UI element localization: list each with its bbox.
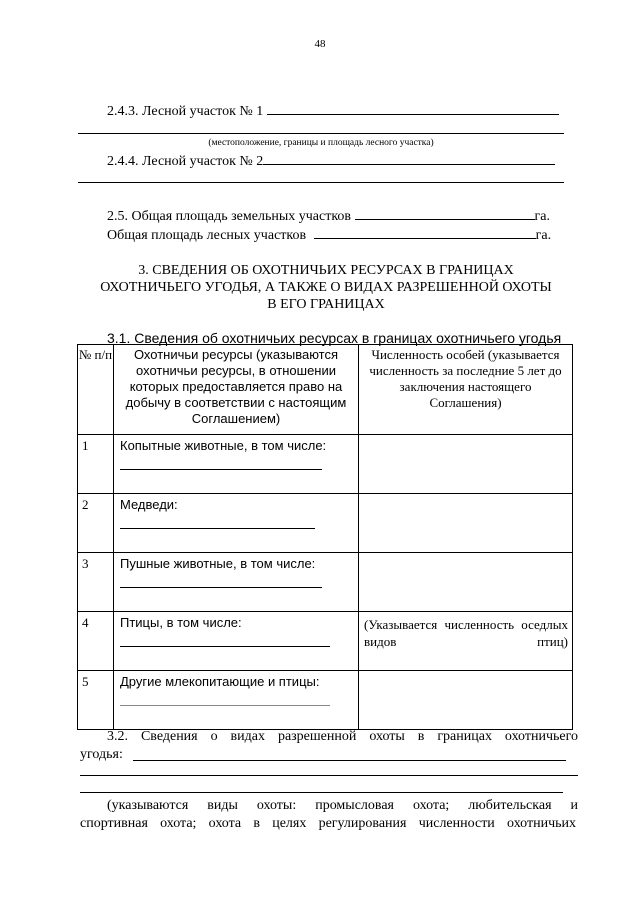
section-3-2-note-line-2: спортивная охота; охота в целях регулирования численности охотничьих bbox=[80, 816, 576, 831]
header-resources: Охотничьи ресурсы (указываются охотничьи ресурсы, в отношении которых предоставляется право на добычу в соответствии с настоящим Соглашением) bbox=[114, 345, 359, 435]
row-count-cell[interactable] bbox=[359, 435, 573, 494]
row-resource-label: Птицы, в том числе: bbox=[120, 615, 242, 630]
row-resource-blank[interactable] bbox=[120, 528, 315, 529]
section-3-title-line-3: В ЕГО ГРАНИЦАХ bbox=[267, 297, 385, 312]
table-row bbox=[78, 435, 573, 494]
section-3-2-line-1: 3.2. Сведения о видах разрешенной охоты в границах охотничьего bbox=[107, 729, 578, 744]
header-count: Численность особей (указывается численность за последние 5 лет до заключения настоящего Соглашения) bbox=[359, 345, 573, 435]
row-count-cell[interactable] bbox=[359, 553, 573, 612]
table-row bbox=[78, 494, 573, 553]
section-3-2-label: угодья: bbox=[80, 747, 123, 762]
forest-area-label: Общая площадь лесных участков bbox=[107, 228, 307, 243]
row-number: 5 bbox=[78, 671, 114, 730]
forest-plot-2-blank[interactable] bbox=[263, 151, 555, 165]
forest-plot-2-blank-line[interactable] bbox=[78, 182, 564, 183]
row-resource bbox=[114, 612, 359, 671]
forest-plot-2-row bbox=[107, 151, 555, 170]
row-count-cell[interactable] bbox=[359, 494, 573, 553]
row-number: 3 bbox=[78, 553, 114, 612]
land-area-label: 2.5. Общая площадь земельных участков bbox=[107, 209, 352, 224]
row-number: 2 bbox=[78, 494, 114, 553]
row-resource-label: Копытные животные, в том числе: bbox=[120, 438, 327, 453]
row-count-cell[interactable] bbox=[359, 671, 573, 730]
land-area-row bbox=[107, 206, 550, 225]
row-resource-label: Медведи: bbox=[120, 497, 178, 512]
table-3-1-caption: 3.1. Сведения об охотничьих ресурсах в границах охотничьего угодья bbox=[107, 330, 562, 346]
forest-plot-1-blank[interactable] bbox=[267, 101, 559, 115]
section-3-title-line-2: ОХОТНИЧЬЕГО УГОДЬЯ, А ТАКЖЕ О ВИДАХ РАЗРЕШЕННОЙ ОХОТЫ bbox=[100, 280, 552, 295]
header-number: № п/п bbox=[78, 345, 114, 435]
table-row bbox=[78, 671, 573, 730]
hunting-resources-table bbox=[77, 344, 573, 730]
row-count-note: (Указывается численность оседлых видов птиц) bbox=[364, 617, 568, 649]
row-resource bbox=[114, 671, 359, 730]
row-number: 4 bbox=[78, 612, 114, 671]
row-resource-blank[interactable] bbox=[120, 705, 330, 706]
row-resource bbox=[114, 553, 359, 612]
section-3-2-note-line-1: (указываются виды охоты: промысловая охота; любительская и bbox=[107, 798, 578, 813]
row-number: 1 bbox=[78, 435, 114, 494]
forest-plot-1-label: 2.4.3. Лесной участок № 1 bbox=[107, 104, 264, 119]
row-resource-blank[interactable] bbox=[120, 646, 330, 647]
section-3-heading bbox=[70, 262, 582, 313]
section-3-title-line-1: 3. СВЕДЕНИЯ ОБ ОХОТНИЧЬИХ РЕСУРСАХ В ГРАНИЦАХ bbox=[138, 263, 514, 278]
forest-area-row bbox=[107, 225, 551, 244]
row-resource-label: Пушные животные, в том числе: bbox=[120, 556, 316, 571]
forest-area-blank[interactable] bbox=[314, 225, 536, 239]
section-3-2-blank-3[interactable] bbox=[80, 792, 563, 793]
row-count-cell[interactable] bbox=[359, 612, 573, 671]
forest-plot-1-caption: (местоположение, границы и площадь лесного участка) bbox=[208, 138, 434, 148]
section-3-2-line-2 bbox=[80, 746, 123, 763]
row-resource-label: Другие млекопитающие и птицы: bbox=[120, 674, 320, 689]
row-resource bbox=[114, 494, 359, 553]
forest-plot-1-row bbox=[107, 101, 559, 120]
land-area-unit: га. bbox=[534, 209, 550, 224]
table-row bbox=[78, 553, 573, 612]
section-3-2-blank-2[interactable] bbox=[80, 775, 578, 776]
table-row bbox=[78, 612, 573, 671]
forest-plot-1-blank-line[interactable] bbox=[78, 133, 564, 134]
row-resource-blank[interactable] bbox=[120, 587, 322, 588]
row-resource-blank[interactable] bbox=[120, 469, 322, 470]
forest-area-unit: га. bbox=[535, 228, 552, 243]
land-area-blank[interactable] bbox=[355, 206, 535, 220]
page-number: 48 bbox=[314, 38, 326, 50]
section-3-2-blank-1[interactable] bbox=[133, 760, 566, 761]
forest-plot-2-label: 2.4.4. Лесной участок № 2 bbox=[107, 154, 264, 169]
row-resource bbox=[114, 435, 359, 494]
